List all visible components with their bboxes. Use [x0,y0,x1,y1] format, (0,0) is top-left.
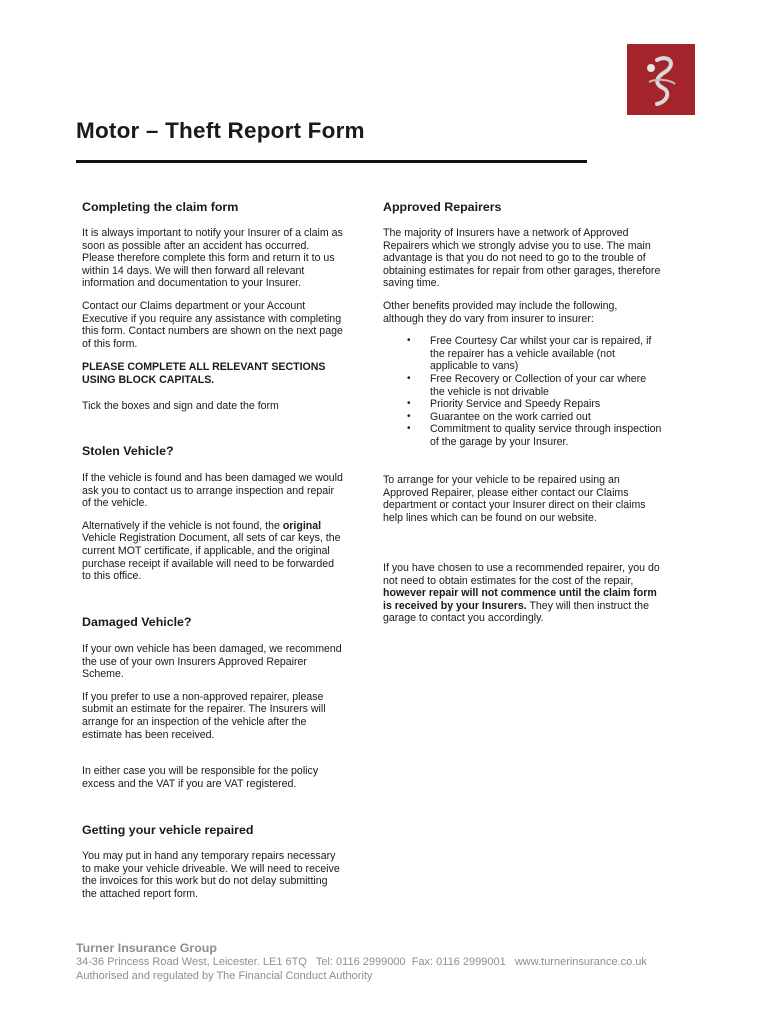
approved-paragraph-1 [383,227,693,290]
stolen-paragraph-2 [82,520,377,583]
text-line: the attached report form. [82,887,199,900]
text-line: It is always important to notify your Insurer of a claim as [82,227,343,239]
emphasis-line: however repair will not commence until the claim form [383,587,657,600]
completing-paragraph-2 [82,300,372,350]
emphasis-line: is received by your Insurers. [383,599,527,612]
text-line: Vehicle Registration Document, all sets of car keys, the [82,532,341,545]
text-line: Commitment to quality service through inspection [430,423,662,436]
text-line: If you prefer to use a non-approved repairer, please [82,690,324,703]
text-line: to this office. [82,570,142,583]
text-line: If the vehicle is found and has been damaged we would [82,472,343,484]
completing-heading: Completing the claim form [82,200,239,214]
text-line: Other benefits provided may include the following, [383,299,618,312]
text-block [383,474,693,524]
text-run: Alternatively if the vehicle is not found, the [82,519,283,532]
text-line: If you have chosen to use a recommended repairer, you do [383,562,660,574]
company-logo [627,44,695,115]
repaired-section [82,823,372,900]
text-line: USING BLOCK CAPITALS. [82,373,215,386]
damaged-section [82,615,372,790]
text-line: applicable to vans) [430,360,519,373]
arrange-repair-paragraph [383,474,693,524]
text-line: the use of your own Insurers Approved Repairer [82,655,307,668]
stolen-paragraph-1 [82,472,377,510]
text-line: the repairer has a vehicle available (not [430,347,615,360]
text-line: excess and the VAT if you are VAT registered. [82,777,297,790]
text-block [383,562,693,625]
text-line: Contact our Claims department or your Account [82,299,306,312]
text-line: If your own vehicle has been damaged, we recommend [82,643,342,655]
damaged-paragraph-2 [82,691,372,741]
completing-paragraph-1 [82,227,372,290]
text-line: Repairers which we strongly advise you to use. The main [383,239,651,252]
text-line: submit an estimate for the repairer. The Insurers will [82,703,326,716]
footer [76,941,647,983]
text-line: soon as possible after an accident has occurred. [82,239,310,252]
left-column [82,200,372,412]
block-capitals-notice [82,361,372,386]
text-line: Priority Service and Speedy Repairs [430,398,601,411]
turner-logo-emblem-icon [627,44,695,115]
page-title: Motor – Theft Report Form [76,118,365,143]
damaged-heading: Damaged Vehicle? [82,615,192,629]
list-item [383,335,693,373]
text-line: saving time. [383,277,440,290]
text-line: although they do vary from insurer to insurer: [383,312,594,325]
text-line: Scheme. [82,668,124,681]
damaged-paragraph-3 [82,765,372,790]
approved-paragraph-2 [383,300,693,325]
text-line: not need to obtain estimates for the cost of the repair, [383,574,634,587]
text-line: Free Recovery or Collection of your car where [430,372,647,385]
text-line: The majority of Insurers have a network of Approved [383,227,629,239]
text-line: of the garage by your Insurer. [430,435,569,448]
list-item [383,398,693,411]
text-line: of this form. [82,337,138,350]
text-line: PLEASE COMPLETE ALL RELEVANT SECTIONS [82,361,326,374]
text-line: purchase receipt if available will need to be forwarded [82,557,335,570]
text-line: the vehicle is not drivable [430,385,549,398]
text-line: of the vehicle. [82,497,148,510]
list-item [383,423,693,448]
damaged-paragraph-1 [82,643,372,681]
title-divider [76,160,587,163]
list-item [383,411,693,424]
approved-repairers-section [383,200,693,449]
text-line: ask you to contact us to arrange inspection and repair [82,484,335,497]
text-line: advantage is that you do not need to go to the trouble of [383,252,646,265]
text-line: Executive if you require any assistance with completing [82,312,342,325]
text-line: within 14 days. We will then forward all relevant [82,264,305,277]
text-line: Guarantee on the work carried out [430,410,591,423]
list-item [383,373,693,398]
text-line: obtaining estimates for repair from other garages, therefore [383,264,661,277]
text-line: In either case you will be responsible for the policy [82,765,319,778]
text-run: They will then instruct the [526,599,649,612]
text-line: this form. Contact numbers are shown on the next page [82,325,343,338]
approved-repairers-heading: Approved Repairers [383,200,502,214]
footer-address: 34-36 Princess Road West, Leicester. LE1 6TQ Tel: 0116 2999000 Fax: 0116 2999001 www.turnerinsurance.co.uk [76,956,647,968]
tick-instruction: Tick the boxes and sign and date the form [82,399,279,412]
text-line: information and documentation to your Insurer. [82,277,302,290]
text-line: arrange for an inspection of the vehicle after the [82,715,307,728]
benefits-list [383,335,693,448]
text-line: help lines which can be found on our website. [383,511,597,524]
text-line: estimate has been received. [82,728,215,741]
emphasis-original: original [282,519,322,532]
text-line: You may put in hand any temporary repairs necessary [82,850,336,862]
text-line: Free Courtesy Car whilst your car is repaired, if [430,335,652,348]
repaired-paragraph-1 [82,850,372,900]
text-line: Please therefore complete this form and return it to us [82,252,335,265]
recommended-repairer-paragraph [383,562,693,625]
text-line: to make your vehicle driveable. We will need to receive [82,862,340,875]
text-line: current MOT certificate, if applicable, and the original [82,544,330,557]
stolen-section [82,444,377,583]
stolen-heading: Stolen Vehicle? [82,444,174,458]
text-line: Approved Repairer, please either contact our Claims [383,486,629,499]
text-line: the invoices for this work but do not delay submitting [82,875,328,888]
repaired-heading: Getting your vehicle repaired [82,823,254,837]
text-line: garage to contact you accordingly. [383,612,544,625]
footer-regulation: Authorised and regulated by The Financial Conduct Authority [76,969,373,982]
text-line: To arrange for your vehicle to be repaired using an [383,474,620,486]
text-line: department or contact your Insurer direct on their claims [383,499,646,512]
footer-company-name: Turner Insurance Group [76,941,217,955]
